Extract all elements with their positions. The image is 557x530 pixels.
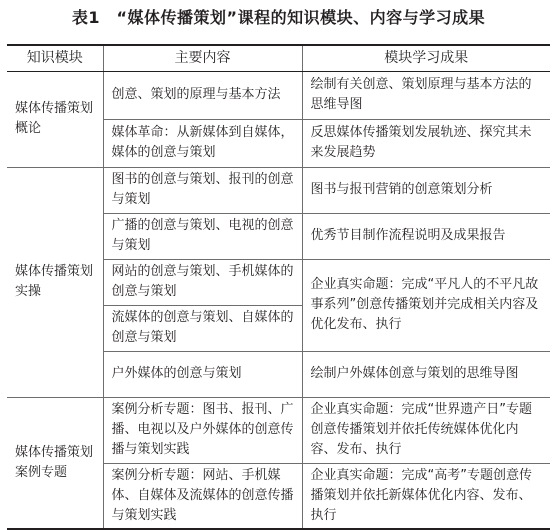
- outcome-cell: 绘制户外媒体创意与策划的思维导图: [302, 351, 550, 397]
- outcome-cell: 绘制有关创意、策划原理与基本方法的思维导图: [302, 71, 550, 119]
- header-learning-outcome: 模块学习成果: [302, 45, 550, 71]
- module-name: 媒体传播策划概论: [15, 101, 94, 136]
- module-name-practice: [7, 167, 103, 397]
- content-cell: 案例分析专题：网站、手机媒体、自媒体及流媒体的创意传播与策划实践: [103, 463, 302, 529]
- table-row: [7, 71, 550, 119]
- outcome-cell: 反思媒体传播策划发展轨迹、探究其未来发展趋势: [302, 119, 550, 167]
- outcome-cell: 图书与报刊营销的创意策划分析: [302, 167, 550, 213]
- content-cell: 网站的创意与策划、手机媒体的创意与策划: [103, 259, 302, 305]
- module-name: 媒体传播策划案例专题: [15, 444, 94, 480]
- outcome-cell: 企业真实命题：完成“平凡人的不平凡故事系列”创意传播策划并完成相关内容及优化发布、执行: [302, 259, 550, 351]
- content-cell: 广播的创意与策划、电视的创意与策划: [103, 213, 302, 259]
- content-cell: 户外媒体的创意与策划: [103, 351, 302, 397]
- table-header-row: [7, 45, 550, 71]
- content-cell: 图书的创意与策划、报刊的创意与策划: [103, 167, 302, 213]
- outcome-cell: 企业真实命题：完成“高考”专题创意传播策划并依托新媒体优化内容、发布、执行: [302, 463, 550, 529]
- header-knowledge-module: 知识模块: [7, 45, 103, 71]
- outcome-cell: 优秀节目制作流程说明及成果报告: [302, 213, 550, 259]
- table-title: 表1 “媒体传播策划”课程的知识模块、内容与学习成果: [71, 8, 486, 27]
- module-name: 媒体传播策划实操: [15, 264, 94, 299]
- module-name-overview: [7, 71, 103, 167]
- header-main-content: 主要内容: [103, 45, 302, 71]
- table-row: [7, 167, 550, 213]
- content-cell: 案例分析专题：图书、报刊、广播、电视以及户外媒体的创意传播与策划实践: [103, 397, 302, 463]
- content-cell: 创意、策划的原理与基本方法: [103, 71, 302, 119]
- module-name-case-study: [7, 397, 103, 529]
- content-cell: 媒体革命：从新媒体到自媒体，媒体的创意与策划: [103, 119, 302, 167]
- table-row: [7, 397, 550, 463]
- outcome-cell: 企业真实命题：完成“世界遗产日”专题创意传播策划并依托传统媒体优化内容、发布、执行: [302, 397, 550, 463]
- knowledge-module-table: [7, 44, 550, 530]
- content-cell: 流媒体的创意与策划、自媒体的创意与策划: [103, 305, 302, 351]
